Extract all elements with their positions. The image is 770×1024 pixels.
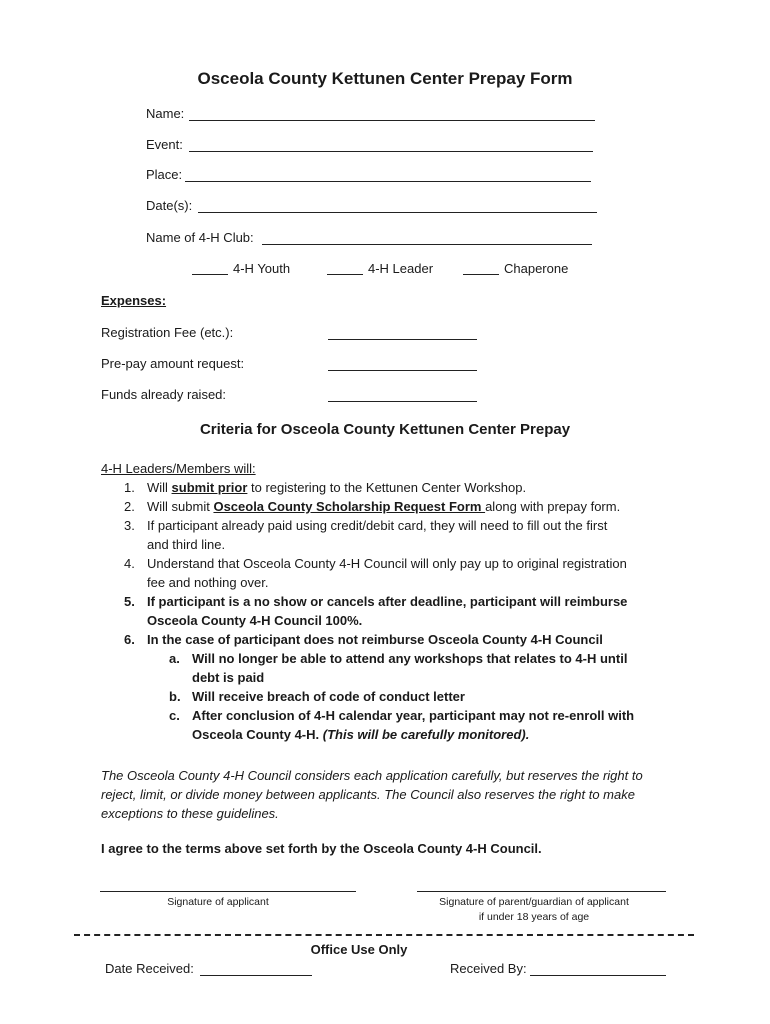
criteria-item-1: Will submit prior to registering to the Kettunen Center Workshop. bbox=[147, 480, 527, 495]
received-by-label: Received By: bbox=[450, 961, 527, 976]
criteria-item-5-line1: If participant is a no show or cancels after deadline, participant will reimburse bbox=[147, 594, 628, 609]
criteria-num-5: 5. bbox=[124, 594, 135, 609]
registration-fee-label: Registration Fee (etc.): bbox=[101, 325, 234, 340]
parent-signature-note: if under 18 years of age bbox=[478, 911, 590, 923]
criteria-sub-c-line1: After conclusion of 4-H calendar year, participant may not re-enroll with bbox=[192, 708, 635, 723]
applicant-signature-label: Signature of applicant bbox=[167, 896, 269, 908]
criteria-item-6: In the case of participant does not reimburse Osceola County 4-H Council bbox=[147, 632, 603, 647]
registration-fee-line[interactable] bbox=[328, 339, 477, 340]
name-line[interactable] bbox=[189, 120, 595, 121]
criteria-num-6: 6. bbox=[124, 632, 135, 647]
criteria-sub-b-label: b. bbox=[169, 689, 181, 704]
criteria-sub-a-line2: debt is paid bbox=[192, 670, 265, 685]
notice-line2: reject, limit, or divide money between applicants. The Council also reserves the right to make bbox=[101, 787, 635, 802]
page-title: Osceola County Kettunen Center Prepay Form bbox=[197, 69, 573, 88]
name-label: Name: bbox=[146, 106, 185, 121]
dates-line[interactable] bbox=[198, 212, 597, 213]
event-line[interactable] bbox=[189, 151, 593, 152]
youth-check-line[interactable] bbox=[192, 274, 228, 275]
criteria-heading: Criteria for Osceola County Kettunen Center Prepay bbox=[199, 421, 571, 438]
criteria-num-1: 1. bbox=[124, 480, 135, 495]
date-received-label: Date Received: bbox=[105, 961, 194, 976]
place-label: Place: bbox=[146, 167, 183, 182]
criteria-sub-a-label: a. bbox=[169, 651, 180, 666]
criteria-intro: 4-H Leaders/Members will: bbox=[101, 461, 256, 476]
event-label: Event: bbox=[146, 137, 183, 152]
prepay-request-line[interactable] bbox=[328, 370, 477, 371]
club-line[interactable] bbox=[262, 244, 592, 245]
chaperone-check-line[interactable] bbox=[463, 274, 499, 275]
place-line[interactable] bbox=[185, 181, 591, 182]
criteria-item-4-line2: fee and nothing over. bbox=[147, 575, 269, 590]
expenses-heading: Expenses: bbox=[101, 293, 167, 308]
role-youth: 4-H Youth bbox=[233, 261, 291, 276]
criteria-num-4: 4. bbox=[124, 556, 135, 571]
agreement-statement: I agree to the terms above set forth by the Osceola County 4-H Council. bbox=[101, 841, 542, 856]
criteria-item-5-line2: Osceola County 4-H Council 100%. bbox=[147, 613, 363, 628]
funds-raised-line[interactable] bbox=[328, 401, 477, 402]
role-chaperone: Chaperone bbox=[504, 261, 569, 276]
received-by-line[interactable] bbox=[530, 975, 666, 976]
applicant-signature-line[interactable] bbox=[100, 891, 356, 892]
criteria-item-4-line1: Understand that Osceola County 4-H Council will only pay up to original registration bbox=[147, 556, 627, 571]
cut-line bbox=[74, 934, 694, 936]
date-received-line[interactable] bbox=[200, 975, 312, 976]
criteria-num-2: 2. bbox=[124, 499, 135, 514]
criteria-item-2: Will submit Osceola County Scholarship Request Form along with prepay form. bbox=[147, 499, 621, 514]
funds-raised-label: Funds already raised: bbox=[101, 387, 227, 402]
criteria-num-3: 3. bbox=[124, 518, 135, 533]
parent-signature-label: Signature of parent/guardian of applicant bbox=[439, 896, 629, 908]
role-leader: 4-H Leader bbox=[368, 261, 434, 276]
dates-label: Date(s): bbox=[146, 198, 193, 213]
notice-line3: exceptions to these guidelines. bbox=[101, 806, 279, 821]
criteria-sub-c-label: c. bbox=[169, 708, 180, 723]
leader-check-line[interactable] bbox=[327, 274, 363, 275]
notice-line1: The Osceola County 4-H Council considers each application carefully, but reserves the right to bbox=[101, 768, 643, 783]
criteria-sub-c-line2: Osceola County 4-H. (This will be carefully monitored). bbox=[192, 727, 530, 742]
prepay-request-label: Pre-pay amount request: bbox=[101, 356, 245, 371]
parent-signature-line[interactable] bbox=[417, 891, 666, 892]
criteria-sub-b: Will receive breach of code of conduct letter bbox=[192, 689, 465, 704]
criteria-item-3-line1: If participant already paid using credit/debit card, they will need to fill out the first bbox=[147, 518, 608, 533]
office-use-heading: Office Use Only bbox=[310, 942, 408, 957]
criteria-item-3-line2: and third line. bbox=[147, 537, 226, 552]
criteria-sub-a-line1: Will no longer be able to attend any workshops that relates to 4-H until bbox=[192, 651, 628, 666]
club-label: Name of 4-H Club: bbox=[146, 230, 254, 245]
